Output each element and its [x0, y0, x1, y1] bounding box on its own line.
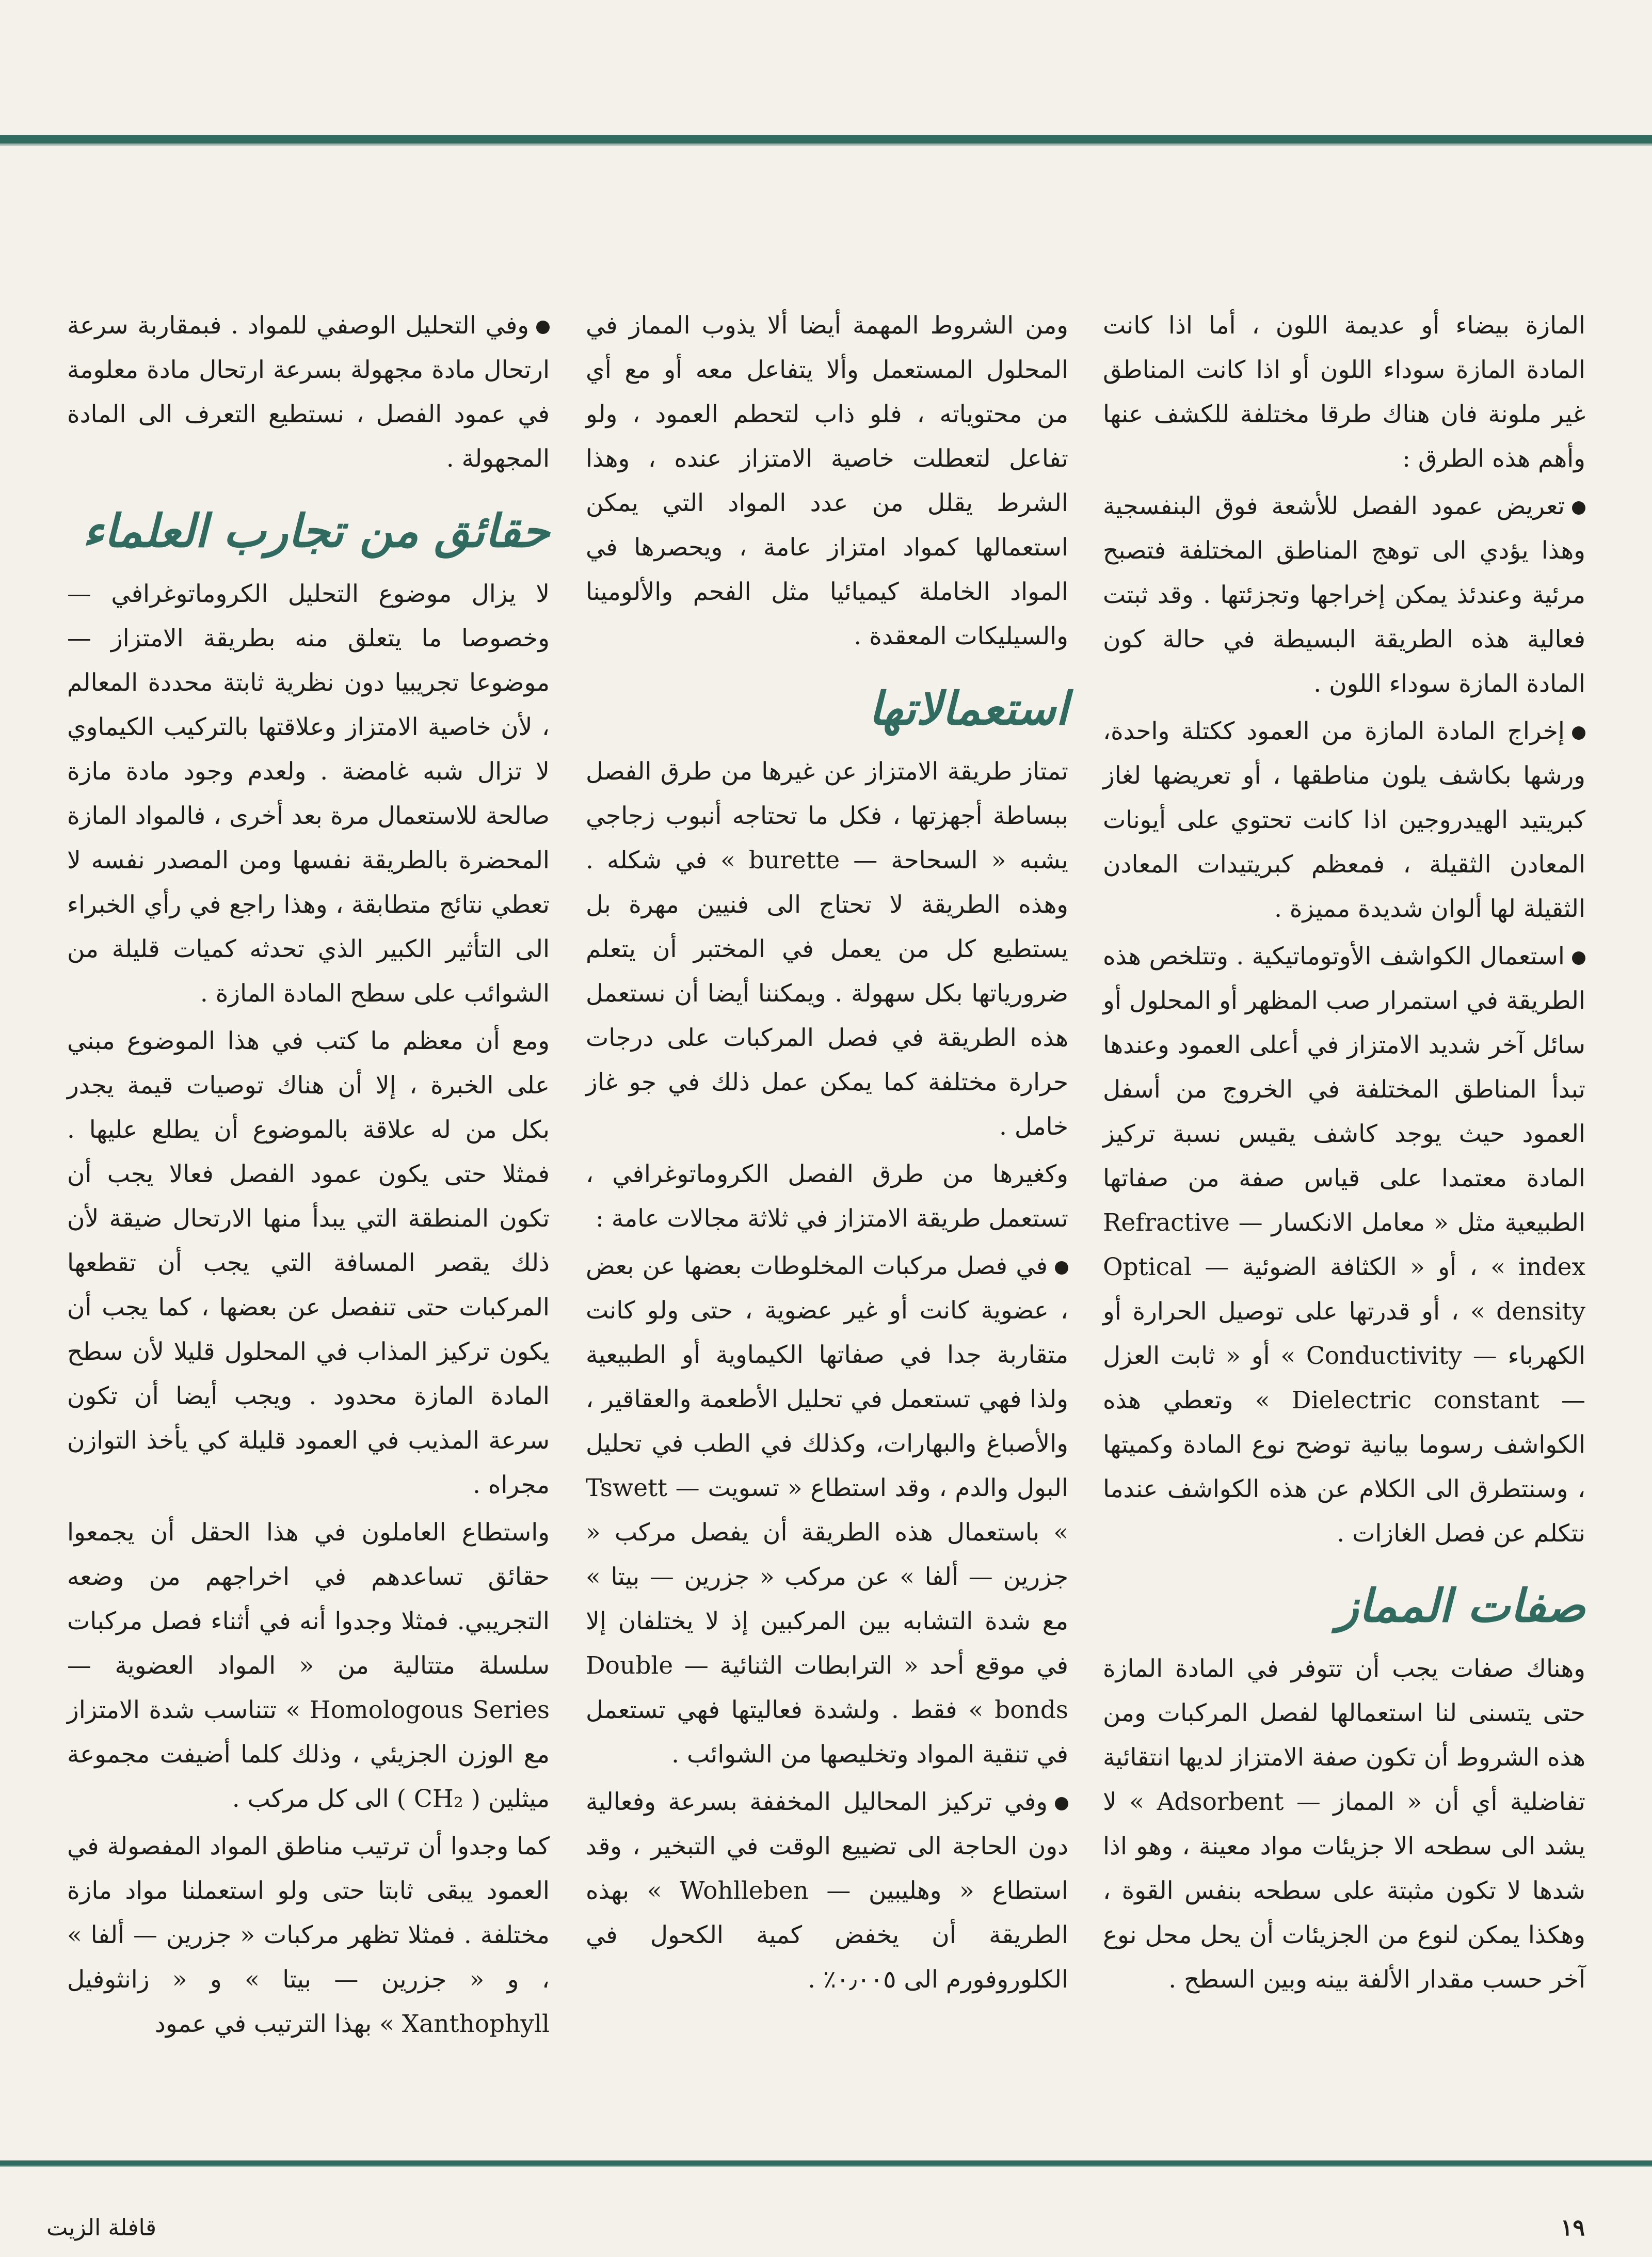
paragraph: كما وجدوا أن ترتيب مناطق المواد المفصولة في العمود يبقى ثابتا حتى ولو استعملنا مواد مازة مختلفة . فمثلا تظهر مركبات « جزرين — ألفا » ، و « جزرين — بيتا » و « زانثوفيل Xanthophyll » بهذا الترتيب في عمود — [67, 1832, 550, 2038]
bullet-paragraph: وفي تركيز المحاليل المخففة بسرعة وفعالية دون الحاجة الى تضييع الوقت في التبخير ، وقد استطاع « وهليبين — Wohlleben » بهذه الطريقة أن يخفض كمية الكحول في الكلوروفورم الى ٠٫٠٠٥٪ . — [586, 1788, 1068, 1994]
bullet-paragraph: إخراج المادة المازة من العمود ككتلة واحدة، ورشها بكاشف يلون مناطقها ، أو تعريضها لغاز كبريتيد الهيدروجين اذا كانت تحتوي على أيونات المعادن الثقيلة ، فمعظم كبريتيدات المعادن الثقيلة لها ألوان شديدة مميزة . — [1103, 717, 1585, 923]
paragraph: واستطاع العاملون في هذا الحقل أن يجمعوا حقائق تساعدهم في اخراجهم من وضعه التجريبي. فمثلا وجدوا أنه في أثناء فصل مركبات سلسلة متتالية من « المواد العضوية — Homologous Series » تتناسب شدة الامتزاز مع الوزن الجزيئي ، وذلك كلما أضيفت مجموعة ميثلين ( CH₂ ) الى كل مركب . — [67, 1518, 550, 1813]
page-number: ١٩ — [1560, 2215, 1585, 2241]
paragraph: ومن الشروط المهمة أيضا ألا يذوب المماز في المحلول المستعمل وألا يتفاعل معه أو مع أي من محتوياته ، فلو ذاب لتحطم العمود ، ولو تفاعل لتعطلت خاصية الامتزاز عنده ، وهذا الشرط يقلل من عدد المواد التي يمكن استعمالها كمواد امتزاز عامة ، ويحصرها في المواد الخاملة كيميائيا مثل الفحم والألومينا والسيليكات المعقدة . — [586, 311, 1068, 650]
column-right — [1103, 304, 1585, 2005]
magazine-name: قافلة الزيت — [46, 2215, 156, 2241]
paragraph: تمتاز طريقة الامتزاز عن غيرها من طرق الفصل ببساطة أجهزتها ، فكل ما تحتاجه أنبوب زجاجي يشبه « السحاحة — burette » في شكله . وهذه الطريقة لا تحتاج الى فنيين مهرة بل يستطيع كل من يعمل في المختبر أن يتعلم ضرورياتها بكل سهولة . ويمكننا أيضا أن نستعمل هذه الطريقة في فصل المركبات على درجات حرارة مختلفة كما يمكن عمل ذلك في جو غاز خامل . — [586, 757, 1068, 1141]
bullet-icon — [536, 321, 550, 334]
top-rule — [0, 135, 1652, 146]
section-heading: حقائق من تجارب العلماء — [82, 504, 550, 558]
paragraph: ومع أن معظم ما كتب في هذا الموضوع مبني على الخبرة ، إلا أن هناك توصيات قيمة يجدر بكل من له علاقة بالموضوع أن يطلع عليها . فمثلا حتى يكون عمود الفصل فعالا يجب أن تكون المنطقة التي يبدأ منها الارتحال ضيقة لأن ذلك يقصر المسافة التي يجب أن تقطعها المركبات حتى تنفصل عن بعضها ، كما يجب أن يكون تركيز المذاب في المحلول قليلا لأن سطح المادة المازة محدود . ويجب أيضا أن تكون سرعة المذيب في العمود قليلة كي يأخذ التوازن مجراه . — [67, 1027, 550, 1499]
bullet-paragraph: استعمال الكواشف الأوتوماتيكية . وتتلخص هذه الطريقة في استمرار صب المظهر أو المحلول أو سائل آخر شديد الامتزاز في أعلى العمود وعندها تبدأ المناطق المختلفة في الخروج من أسفل العمود حيث يوجد كاشف يقيس نسبة تركيز المادة معتمدا على قياس صفة من صفاتها الطبيعية مثل « معامل الانكسار — Refractive index » ، أو « الكثافة الضوئية — Optical density » ، أو قدرتها على توصيل الحرارة أو الكهرباء — Conductivity » أو « ثابت العزل — Dielectric constant » وتعطي هذه الكواشف رسوما بيانية توضح نوع المادة وكميتها ، وسنتطرق الى الكلام عن هذه الكواشف عندما نتكلم عن فصل الغازات . — [1103, 942, 1585, 1548]
column-middle — [586, 304, 1068, 2005]
paragraph: وكغيرها من طرق الفصل الكروماتوغرافي ، تستعمل طريقة الامتزاز في ثلاثة مجالات عامة : — [586, 1160, 1068, 1233]
bullet-icon — [1572, 726, 1585, 740]
bullet-paragraph: في فصل مركبات المخلوطات بعضها عن بعض ، عضوية كانت أو غير عضوية ، حتى ولو كانت متقاربة جدا في صفاتها الكيماوية أو الطبيعية ولذا فهي تستعمل في تحليل الأطعمة والعقاقير ، والأصباغ والبهارات، وكذلك في الطب في تحليل البول والدم ، وقد استطاع « تسويت — Tswett » باستعمال هذه الطريقة أن يفصل مركب « جزرين — ألفا » عن مركب « جزرين — بيتا » مع شدة التشابه بين المركبين إذ لا يختلفان إلا في موقع أحد « الترابطات الثنائية — Double bonds » فقط . ولشدة فعاليتها فهي تستعمل في تنقية المواد وتخليصها من الشوائب . — [586, 1252, 1068, 1769]
section-heading: استعمالاتها — [869, 681, 1068, 735]
bullet-icon — [1572, 951, 1585, 965]
bullet-paragraph: تعريض عمود الفصل للأشعة فوق البنفسجية وهذا يؤدي الى توهج المناطق المختلفة فتصبح مرئية وعندئذ يمكن إخراجها وتجزئتها . وقد ثبتت فعالية هذه الطريقة البسيطة في حالة كون المادة المازة سوداء اللون . — [1103, 492, 1585, 698]
bullet-icon — [1055, 1797, 1068, 1810]
paragraph: لا يزال موضوع التحليل الكروماتوغرافي — وخصوصا ما يتعلق منه بطريقة الامتزاز — موضوعا تجريبيا دون نظرية ثابتة محددة المعالم ، لأن خاصية الامتزاز وعلاقتها بالتركيب الكيماوي لا تزال شبه غامضة . ولعدم وجود مادة مازة صالحة للاستعمال مرة بعد أخرى ، فالمواد المازة المحضرة بالطريقة نفسها ومن المصدر نفسه لا تعطي نتائج متطابقة ، وهذا راجع في رأي الخبراء الى التأثير الكبير الذي تحدثه كميات قليلة من الشوائب على سطح المادة المازة . — [67, 580, 550, 1008]
column-left — [67, 304, 550, 2049]
bullet-icon — [1572, 501, 1585, 515]
bullet-icon — [1055, 1261, 1068, 1275]
paragraph: وهناك صفات يجب أن تتوفر في المادة المازة حتى يتسنى لنا استعمالها لفصل المركبات ومن هذه الشروط أن تكون صفة الامتزاز لديها انتقائية تفاضلية أي أن « المماز — Adsorbent » لا يشد الى سطحه الا جزيئات مواد معينة ، وهو اذا شدها لا تكون مثبتة على سطحه بنفس القوة ، وهكذا يمكن لنوع من الجزيئات أن يحل محل نوع آخر حسب مقدار الألفة بينه وبين السطح . — [1103, 1655, 1585, 1994]
paragraph: المازة بيضاء أو عديمة اللون ، أما اذا كانت المادة المازة سوداء اللون أو اذا كانت المناطق غير ملونة فان هناك طرقا مختلفة للكشف عنها وأهم هذه الطرق : — [1103, 311, 1585, 473]
bullet-paragraph: وفي التحليل الوصفي للمواد . فبمقاربة سرعة ارتحال مادة مجهولة بسرعة ارتحال مادة معلومة في عمود الفصل ، نستطيع التعرف الى المادة المجهولة . — [67, 311, 550, 473]
section-heading: صفات المماز — [1337, 1579, 1585, 1632]
bottom-rule — [0, 2160, 1652, 2167]
